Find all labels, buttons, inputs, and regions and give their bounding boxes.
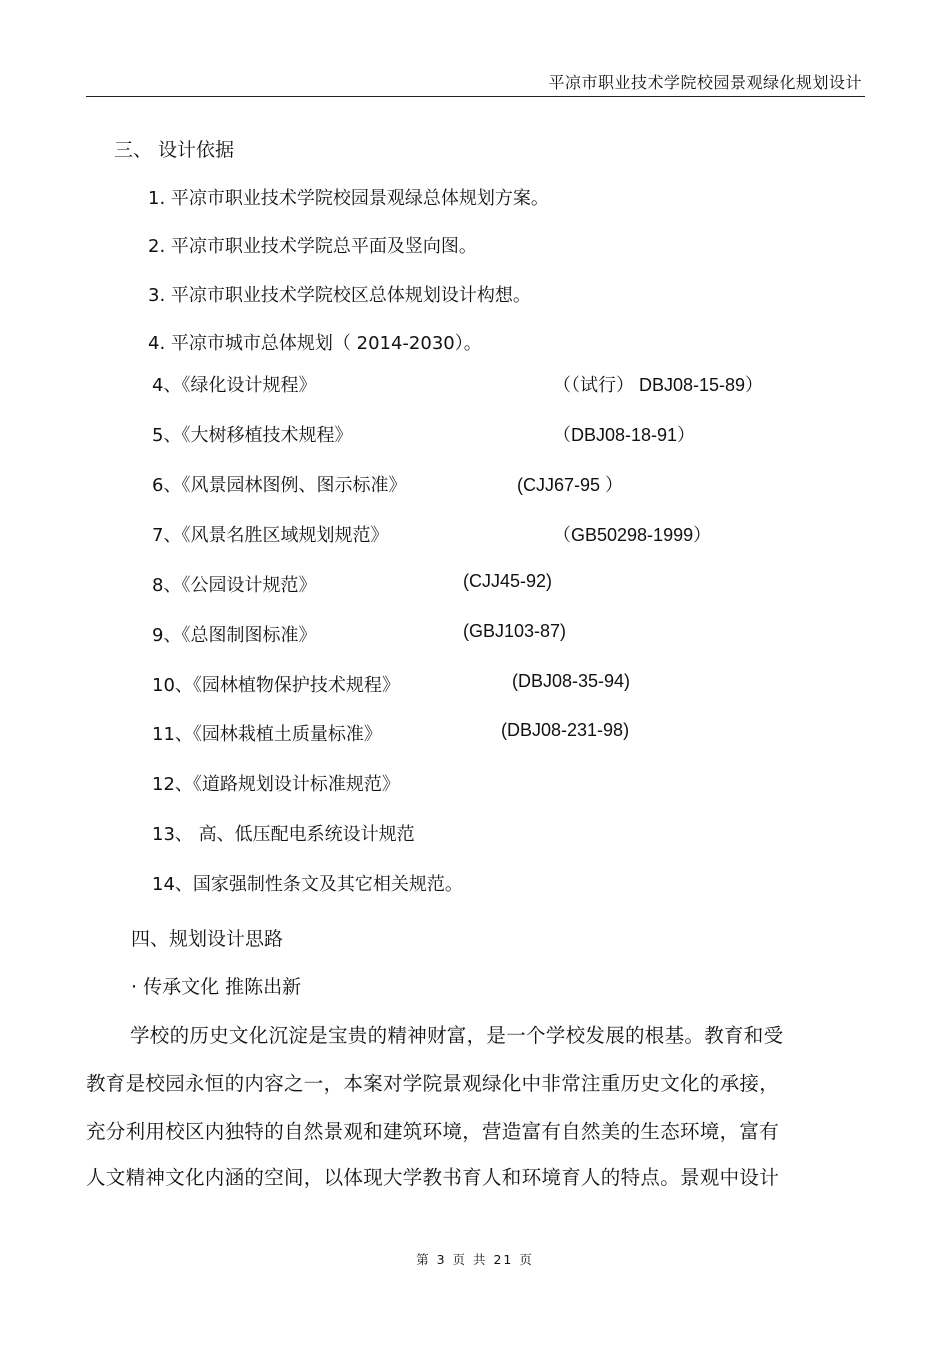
standard-title-6: 6、《风景园林图例、图示标准》	[152, 475, 407, 496]
standard-code-9: (GBJ103-87)	[463, 621, 567, 641]
header-title: 平凉市职业技术学院校园景观绿化规划设计	[548, 73, 862, 92]
standard-title-11: 11、《园林栽植土质量标准》	[152, 724, 382, 745]
standard-title-7: 7、《风景名胜区域规划规范》	[152, 525, 389, 546]
paragraph-line-1: 学校的历史文化沉淀是宝贵的精神财富，是一个学校发展的根基。教育和受	[130, 1024, 784, 1047]
basis-item-3: 3. 平凉市职业技术学院校区总体规划设计构想。	[148, 285, 531, 306]
section-4-bullet: · 传承文化 推陈出新	[131, 976, 302, 998]
standard-title-14: 14、国家强制性条文及其它相关规范。	[152, 874, 463, 895]
standard-title-10: 10、《园林植物保护技术规程》	[152, 675, 400, 696]
section-3-heading: 三、 设计依据	[114, 139, 235, 161]
paragraph-line-2: 教育是校园永恒的内容之一，本案对学院景观绿化中非常注重历史文化的承接，	[86, 1072, 780, 1095]
basis-item-2: 2. 平凉市职业技术学院总平面及竖向图。	[148, 236, 477, 257]
paragraph-line-4: 人文精神文化内涵的空间，以体现大学教书育人和环境育人的特点。景观中设计	[86, 1166, 780, 1189]
standard-code-10: (DBJ08-35-94)	[512, 671, 631, 691]
standard-code-7: （GB50298-1999）	[553, 525, 712, 545]
standard-code-8: (CJJ45-92)	[463, 571, 553, 591]
standard-title-5: 5、《大树移植技术规程》	[152, 425, 353, 446]
paragraph-line-3: 充分利用校区内独特的自然景观和建筑环境，营造富有自然美的生态环境，富有	[86, 1120, 780, 1143]
page-footer: 第 3 页 共 21 页	[416, 1252, 534, 1267]
basis-item-1: 1. 平凉市职业技术学院校园景观绿总体规划方案。	[148, 188, 549, 209]
standard-code-11: (DBJ08-231-98)	[501, 720, 630, 740]
standard-title-13: 13、 高、低压配电系统设计规范	[152, 824, 415, 845]
standard-title-4: 4、《绿化设计规程》	[152, 375, 317, 396]
standard-code-6: (CJJ67-95 ）	[517, 475, 624, 495]
section-4-heading: 四、规划设计思路	[131, 928, 284, 950]
standard-title-12: 12、《道路规划设计标准规范》	[152, 774, 400, 795]
standard-title-8: 8、《公园设计规范》	[152, 575, 317, 596]
standard-code-4: （（试行） DBJ08-15-89）	[553, 375, 764, 395]
standard-code-5: （DBJ08-18-91）	[553, 425, 696, 445]
header-rule	[86, 96, 865, 97]
basis-item-4: 4. 平凉市城市总体规划（ 2014-2030）。	[148, 333, 482, 354]
standard-title-9: 9、《总图制图标准》	[152, 625, 317, 646]
